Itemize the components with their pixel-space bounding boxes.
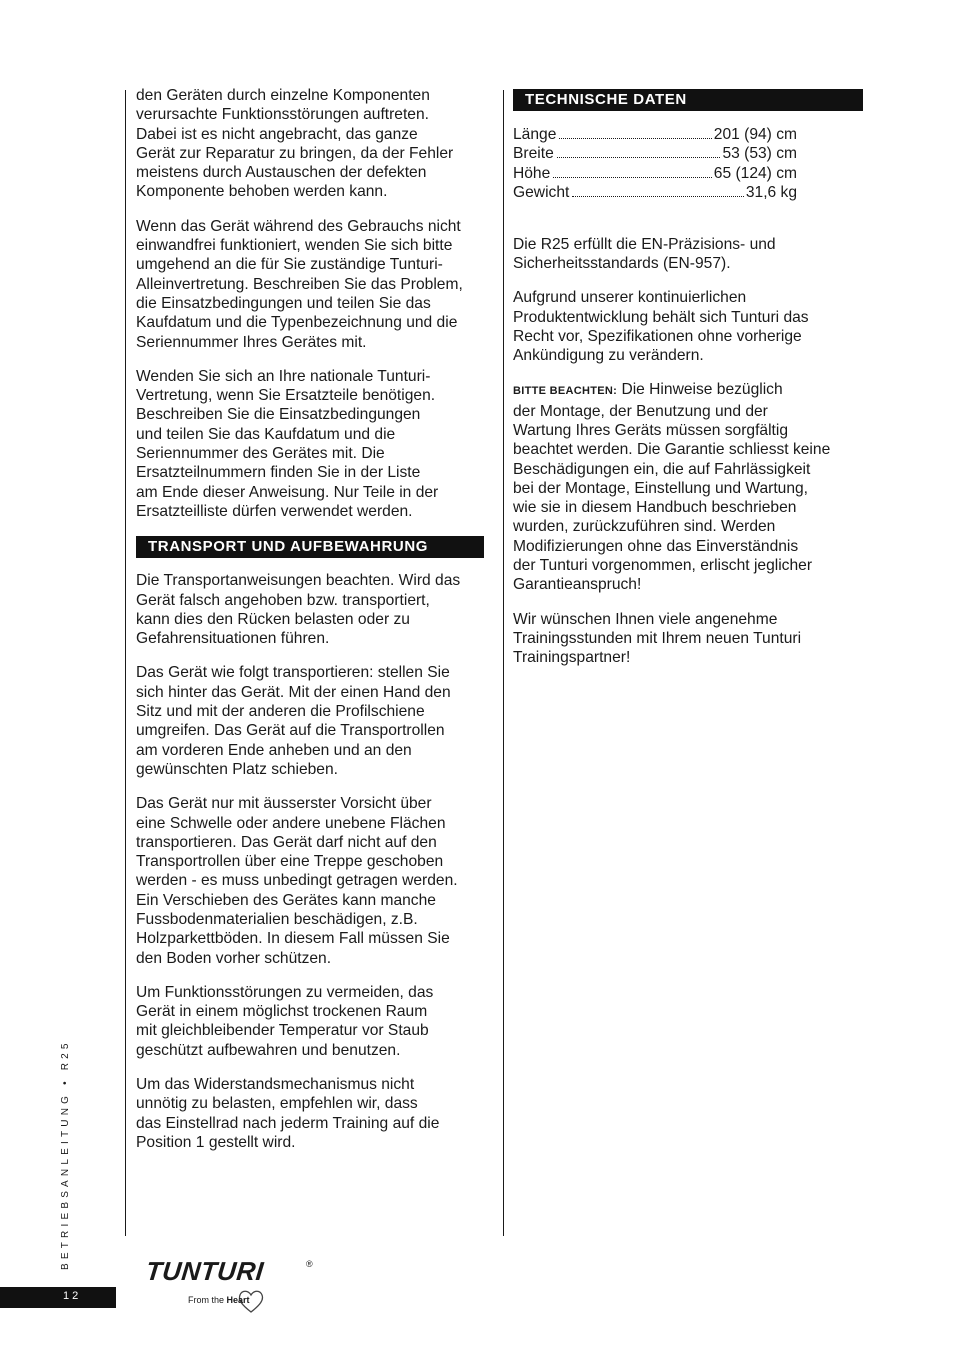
tagline-prefix: From the [188,1295,227,1305]
paragraph-resistance: Um das Widerstandsmechanismus nicht unnötig zu belasten, empfehlen wir, dass das Einstellrad nach jederm Training auf die Position 1 gestellt wird. [136,1076,440,1151]
spec-label: Breite [513,145,554,163]
left-column [136,86,484,1167]
paragraph-transport-threshold: Das Gerät nur mit äusserster Vorsicht über eine Schwelle oder andere unebene Flächen transportieren. Das Gerät darf nicht auf den Transportrollen über eine Treppe geschoben werden - es muss unbedingt getragen werden. Ein Verschieben des Gerätes kann manche Fussbodenmaterialien beschädigen, z.B. Holzparkettböden. In diesem Fall müssen Sie den Boden vorher schützen. [136,795,458,967]
spec-leader [572,196,744,197]
spec-label: Höhe [513,164,551,182]
logo-tagline [188,1295,250,1305]
paragraph-note [513,380,863,594]
spec-value: 65 (124) cm [713,164,797,182]
spec-value: 201 (94) cm [713,126,797,143]
paragraph-malfunction: Wenn das Gerät während des Gebrauchs nicht einwandfrei funktioniert, wenden Sie sich bitte umgehend an die für Sie zuständige Tunturi- Alleinvertretung. Beschreiben Sie das Problem, die Einsatzbedingungen und teilen Sie das Kaufdatum und die Typenbezeichnung und die Seriennummer Ihres Gerätes mit. [136,217,463,351]
paragraph-storage: Um Funktionsstörungen zu vermeiden, das Gerät in einem möglichst trockenen Raum mit gleichbleibender Temperatur vor Staub geschützt aufbewahren und benutzen. [136,983,434,1059]
paragraph-development: Aufgrund unserer kontinuierlichen Produktentwicklung behält sich Tunturi das Recht vor, Spezifikationen ohne vorherige Ankündigung zu verändern. [513,289,809,365]
tunturi-logo [146,1256,326,1320]
spec-row-length [513,125,797,144]
spec-leader [559,138,711,139]
note-label: BITTE BEACHTEN: [513,385,618,398]
page-number-box [0,1287,116,1308]
spec-label: Gewicht [513,184,570,202]
paragraph-closing: Wir wünschen Ihnen viele angenehme Trainingsstunden mit Ihrem neuen Tunturi Trainingspartner! [513,610,802,667]
registered-mark: ® [306,1259,313,1269]
spec-row-weight [513,183,797,202]
paragraph-transport-how: Das Gerät wie folgt transportieren: stellen Sie sich hinter das Gerät. Mit der einen Hand den Sitz und mit der anderen die Profilschiene umgreifen. Das Gerät auf die Transportrollen am vorderen Ende anheben und an den gewünschten Platz schieben. [136,664,451,778]
tech-data-heading: TECHNISCHE DATEN [513,89,863,111]
spec-label: Länge [513,126,557,143]
right-column-rule [503,90,504,1236]
paragraph-transport-instructions: Die Transportanweisungen beachten. Wird das Gerät falsch angehoben bzw. transportiert, kann dies den Rücken belasten oder zu Gefahrensituationen führen. [136,572,461,648]
spec-value: 53 (53) cm [722,145,797,163]
logo-wordmark: TUNTURI [144,1256,266,1286]
side-running-title: BETRIEBSANLEITUNG • R25 [60,1039,71,1270]
page-number: 12 [63,1290,82,1302]
right-column [513,86,863,683]
left-column-rule [125,90,126,1236]
paragraph-standards: Die R25 erfüllt die EN-Präzisions- und Sicherheitsstandards (EN-957). [513,235,776,272]
spec-value: 31,6 kg [745,184,797,202]
paragraph-repair: den Geräten durch einzelne Komponenten verursachte Funktionsstörungen auftreten. Dabei ist es nicht angebracht, das ganze Gerät zur Reparatur zu bringen, da der Fehler meistens durch Austauschen der defekten Komponente behoben werden kann. [136,87,454,201]
spec-leader [557,157,721,158]
spec-list [513,125,797,203]
spec-leader [553,177,712,178]
note-text: Die Hinweise bezüglich der Montage, der Benutzung und der Wartung Ihres Geräts müssen sorgfältig beachtet werden. Die Garantie schliesst keine Beschädigungen ein, die auf Fahrlässigkeit bei der Montage, Einstellung und Wartung, wie sie in diesem Handbuch beschrieben wurden, zurückzuführen sind. Werden Modifizierungen ohne das Einverständnis der Tunturi vorgenommen, erlischt jeglicher Garantieanspruch! [513,381,831,594]
tagline-bold: Heart [226,1295,250,1305]
spec-row-height [513,164,797,183]
spec-row-width [513,144,797,163]
transport-heading: TRANSPORT UND AUFBEWAHRUNG [136,536,484,558]
paragraph-spare-parts: Wenden Sie sich an Ihre nationale Tunturi- Vertretung, wenn Sie Ersatzteile benötigen. Beschreiben Sie die Einsatzbedingungen und teilen Sie das Kaufdatum und die Seriennummer des Gerätes mit. Die Ersatzteilnummern finden Sie in der Liste am Ende dieser Anweisung. Nur Teile in der Ersatzteilliste dürfen verwendet werden. [136,367,439,520]
